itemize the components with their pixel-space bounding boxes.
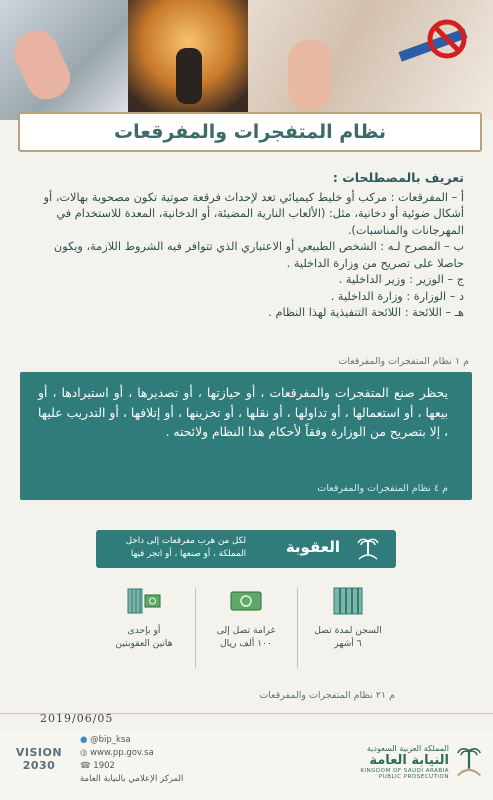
- definition-item: د – الوزارة : وزارة الداخلية .: [330, 289, 464, 303]
- phone-info: [80, 760, 183, 773]
- vision-text: VISION 2030: [15, 746, 63, 772]
- prohibition-box: [20, 372, 472, 500]
- definition-item: أ – المفرقعات : مركب أو خليط كيميائي تعد لإحداث فرقعة صوتية تكون مصحوبة بهالات، أو أشكال ضوئية أو دخانية، مثل: (الألعاب النارية المضيئة، أو الدخانية، المعدة للاستخدام في المهرجانات والمناسبات).: [43, 190, 464, 237]
- penalty-reference: م ٢١ نظام المتفجرات والمفرقعات: [259, 690, 395, 701]
- website-url: www.pp.gov.sa: [90, 748, 154, 758]
- penalty-fine-value: ١٠٠ ألف ريال: [220, 638, 272, 649]
- money-icon: [229, 586, 263, 616]
- org-country-en: KINGDOM OF SAUDI ARABIA: [360, 768, 449, 774]
- palm-swords-emblem-icon: [354, 535, 382, 563]
- burned-hand-photo: [0, 0, 128, 120]
- card-divider: [195, 588, 196, 668]
- card-divider: [297, 588, 298, 668]
- penalty-card-either: [96, 580, 192, 676]
- media-center: المركز الإعلامي بالنيابة العامة: [80, 774, 184, 784]
- title-banner: [18, 112, 482, 152]
- prohibition-text: يحظر صنع المتفجرات والمفرقعات ، أو حيازتها ، أو تصديرها ، أو استيرادها ، أو بيعها ، أو استعمالها ، أو تداولها ، أو نقلها ، أو تخزينها ، أو إتلافها ، أو التدريب عليها ، إلا بتصريح من الوزارة وفقاً لأحكام هذا النظام ولائحته .: [38, 386, 448, 439]
- penalty-either-label: أو بإحدى: [127, 625, 161, 636]
- explosion-photo: [128, 0, 248, 120]
- org-name-ar: النيابة العامة: [369, 753, 449, 768]
- penalty-prison-value: ٦ أشهر: [334, 638, 362, 649]
- org-name-en: PUBLIC PROSECUTION: [378, 774, 449, 780]
- prohibition-reference: م ٤ نظام المتفجرات والمفرقعات: [317, 483, 448, 494]
- palm-swords-logo-icon: [453, 744, 485, 780]
- twitter-handle: @bip_ksa: [90, 735, 131, 745]
- penalty-banner: [96, 530, 396, 568]
- footer: [0, 730, 493, 800]
- twitter-icon: ●: [80, 735, 88, 745]
- definition-item: ب – المصرح لـه : الشخص الطبيعي أو الاعتباري الذي تتوافر فيه الشروط اللازمة، ويكون حاصلا على تصريح من وزارة الداخلية .: [53, 240, 464, 270]
- page-title: نظام المتفجرات والمفرقعات: [114, 121, 386, 143]
- penalty-title: العقوبة: [285, 538, 340, 556]
- website-link[interactable]: [80, 747, 183, 760]
- vision-logo: [8, 746, 70, 772]
- firecracker-photo: [248, 0, 493, 120]
- prison-bars-icon: [331, 586, 365, 616]
- penalty-prison-label: السجن لمدة تصل: [314, 625, 382, 636]
- prison-money-icon: [127, 586, 161, 616]
- org-name: [309, 744, 449, 780]
- penalty-fine-label: غرامة تصل إلى: [216, 625, 276, 636]
- penalty-card-fine: [198, 580, 294, 676]
- definition-item: ج – الوزير : وزير الداخلية .: [338, 273, 464, 286]
- phone-number: 1902: [93, 761, 115, 771]
- definitions-reference: م ١ نظام المتفجرات والمفرقعات: [338, 356, 469, 367]
- definitions-heading: تعريف بالمصطلحات :: [332, 170, 464, 185]
- penalty-cards: [96, 580, 396, 676]
- publish-date: 2019/06/05: [40, 712, 114, 725]
- phone-icon: ☎: [80, 761, 91, 771]
- org-country-ar: المملكة العربية السعودية: [366, 744, 449, 753]
- definitions-section: [34, 170, 464, 322]
- twitter-link[interactable]: [80, 734, 183, 747]
- penalty-description: لكل من هرب مفرقعات إلى داخل المملكة ، أو صنعها ، أو اتجر فيها: [125, 536, 246, 559]
- contact-info: [80, 734, 183, 786]
- header-photo-strip: [0, 0, 493, 120]
- prohibited-icon: [426, 18, 468, 60]
- penalty-card-prison: [300, 580, 396, 676]
- penalty-either-value: هاتين العقوبتين: [115, 638, 173, 649]
- definition-item: هـ – اللائحة : اللائحة التنفيذية لهذا النظام .: [268, 306, 464, 319]
- globe-icon: ◍: [80, 748, 88, 758]
